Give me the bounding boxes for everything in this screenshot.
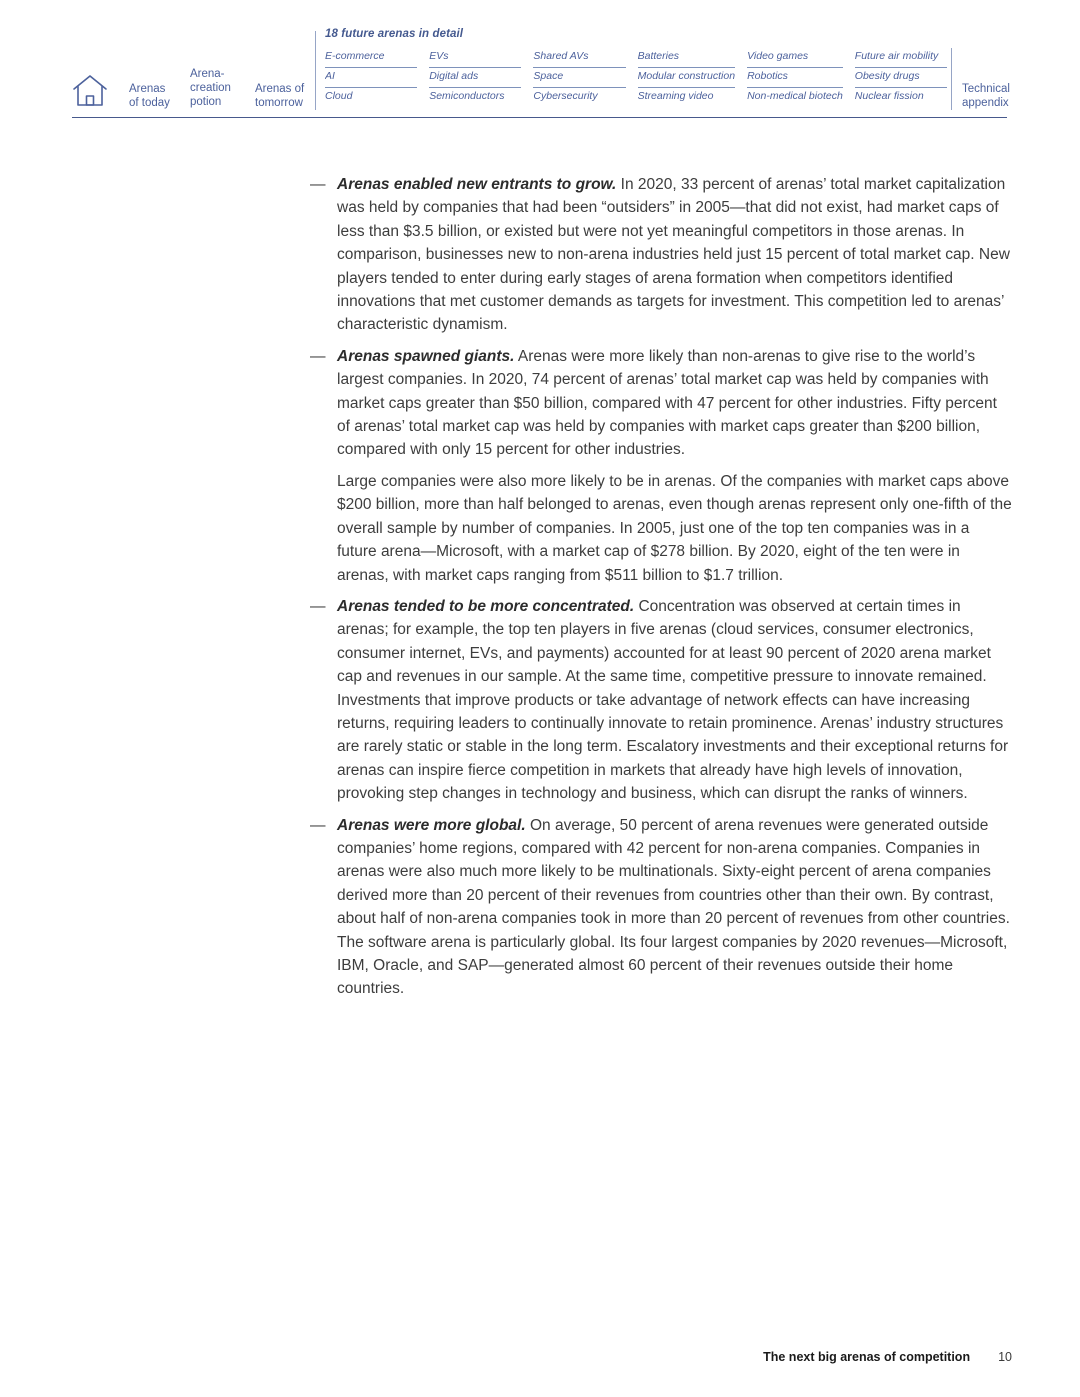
footer-report-title: The next big arenas of competition [763, 1350, 971, 1364]
future-arenas-title: 18 future arenas in detail [325, 28, 464, 40]
bullet-text: On average, 50 percent of arena revenues were generated outside companies’ home regions, compared with 42 percent for non-arena companies. Companies in arenas were also much more likely to be multinationals. Sixty-eight percent of arena companies derived more than 20 percent of their revenues from countries other than their own. By contrast, about half of non-arena companies took in more than 20 percent of revenues from other countries. The software arena is particularly global. Its four largest companies by 2020 revenues—Microsoft, IBM, Oracle, and SAP—generated almost 60 percent of their revenues outside their home countries. [337, 816, 1010, 998]
bullet-dash: — [310, 347, 326, 365]
bullet-dash: — [310, 597, 326, 615]
arena-link-nuclear-fission[interactable]: Nuclear fission [854, 90, 924, 102]
bullet-paragraph [337, 345, 1012, 462]
arena-column [325, 48, 417, 107]
arena-link-evs[interactable]: EVs [429, 48, 521, 68]
bullet-text: Arenas were more likely than non-arenas to give rise to the world’s largest companies. In 2020, 74 percent of arenas’ total market cap was held by companies with market caps greater than $50 billion, compared with 47 percent for other industries. Fifty percent of arenas’ total market cap was held by companies with market caps greater than $200 billion, compared with only 15 percent for other industries. [337, 347, 997, 459]
bullet-dash: — [310, 816, 326, 834]
header-divider-left [315, 31, 316, 110]
page-footer [763, 1350, 1012, 1364]
arena-column [429, 48, 521, 107]
home-icon[interactable] [72, 73, 108, 107]
arena-link-digital-ads[interactable]: Digital ads [429, 68, 521, 88]
nav-arenas-of-today[interactable]: Arenas of today [129, 83, 170, 109]
bullet-item [310, 345, 1012, 462]
arena-link-space[interactable]: Space [533, 68, 625, 88]
arena-link-video-games[interactable]: Video games [747, 48, 843, 68]
nav-arena-creation[interactable]: Arena-creation potion [190, 68, 231, 108]
continuation-paragraph: Large companies were also more likely to be in arenas. Of the companies with market caps above $200 billion, more than half belonged to arenas, even though arenas represent only one-fifth of the overall sample by number of companies. In 2005, just one of the top ten companies was in a future arena—Microsoft, with a market cap of $278 billion. By 2020, eight of the ten were in arenas, with market caps ranging from $511 billion to $1.7 trillion. [337, 472, 1012, 584]
bullet-paragraph [337, 173, 1012, 337]
arena-link-non-medical-biotech[interactable]: Non-medical biotech [747, 90, 843, 102]
body-content [310, 173, 1012, 1009]
arena-link-streaming-video[interactable]: Streaming video [637, 90, 714, 102]
bullet-lead: Arenas were more global. [337, 816, 526, 834]
arena-link-cloud[interactable]: Cloud [325, 90, 353, 102]
arena-column [638, 48, 735, 107]
bullet-item [310, 173, 1012, 337]
bullet-text: In 2020, 33 percent of arenas’ total market capitalization was held by companies that had been “outsiders” in 2005—that did not exist, had market caps of less than $3.5 billion, or existed but were not yet meaningful competitors in those arenas. In comparison, businesses new to non-arena industries held just 15 percent of total market cap. New players tended to enter during early stages of arena formation when competitors identified innovations that met customer demands as targets for investment. This competition led to arenas’ characteristic dynamism. [337, 176, 1010, 334]
arena-link-batteries[interactable]: Batteries [638, 48, 735, 68]
bullet-lead: Arenas enabled new entrants to grow. [337, 176, 617, 193]
bullet-paragraph [337, 595, 1012, 806]
arena-link-ai[interactable]: AI [325, 68, 417, 88]
footer-page-number: 10 [998, 1350, 1012, 1364]
header-divider-right [951, 48, 952, 110]
bullet-paragraph [337, 814, 1012, 1001]
bullet-item [310, 595, 1012, 806]
nav-technical-appendix[interactable]: Technical appendix [962, 83, 1010, 109]
arena-link-obesity-drugs[interactable]: Obesity drugs [855, 68, 947, 88]
arena-link-shared-avs[interactable]: Shared AVs [533, 48, 625, 68]
bullet-lead: Arenas tended to be more concentrated. [337, 597, 635, 615]
bullet-item [310, 814, 1012, 1001]
future-arenas-grid [325, 48, 947, 107]
arena-link-modular-construction[interactable]: Modular construction [638, 68, 735, 88]
header-bottom-rule [72, 117, 1007, 118]
nav-arenas-of-tomorrow[interactable]: Arenas of tomorrow [255, 83, 305, 109]
future-arenas-block [325, 28, 947, 107]
arena-column [747, 48, 843, 107]
arena-column [855, 48, 947, 107]
arena-link-future-air-mobility[interactable]: Future air mobility [855, 48, 947, 68]
arena-link-ecommerce[interactable]: E-commerce [325, 48, 417, 68]
arena-link-robotics[interactable]: Robotics [747, 68, 843, 88]
bullet-lead: Arenas spawned giants. [337, 347, 515, 365]
arena-column [533, 48, 625, 107]
arena-link-semiconductors[interactable]: Semiconductors [429, 90, 505, 102]
bullet-dash: — [310, 176, 326, 193]
bullet-text: Concentration was observed at certain times in arenas; for example, the top ten players in five arenas (cloud services, consumer electronics, consumer internet, EVs, and payments) accounted for at least 90 percent of 2020 arena market cap and revenues in our sample. At the same time, competitive pressure to innovate remained. Investments that improve products or take advantage of network effects can have increasing returns, requiring leaders to continually innovate to retain prominence. Arenas’ industry structures are rarely static or stable in the long term. Escalatory investments and their exceptional returns for arenas can inspire fierce competition in markets that already have high levels of innovation, provoking step changes in technology and business, which can disrupt the ranks of winners. [337, 597, 1009, 803]
arena-link-cybersecurity[interactable]: Cybersecurity [533, 90, 598, 102]
